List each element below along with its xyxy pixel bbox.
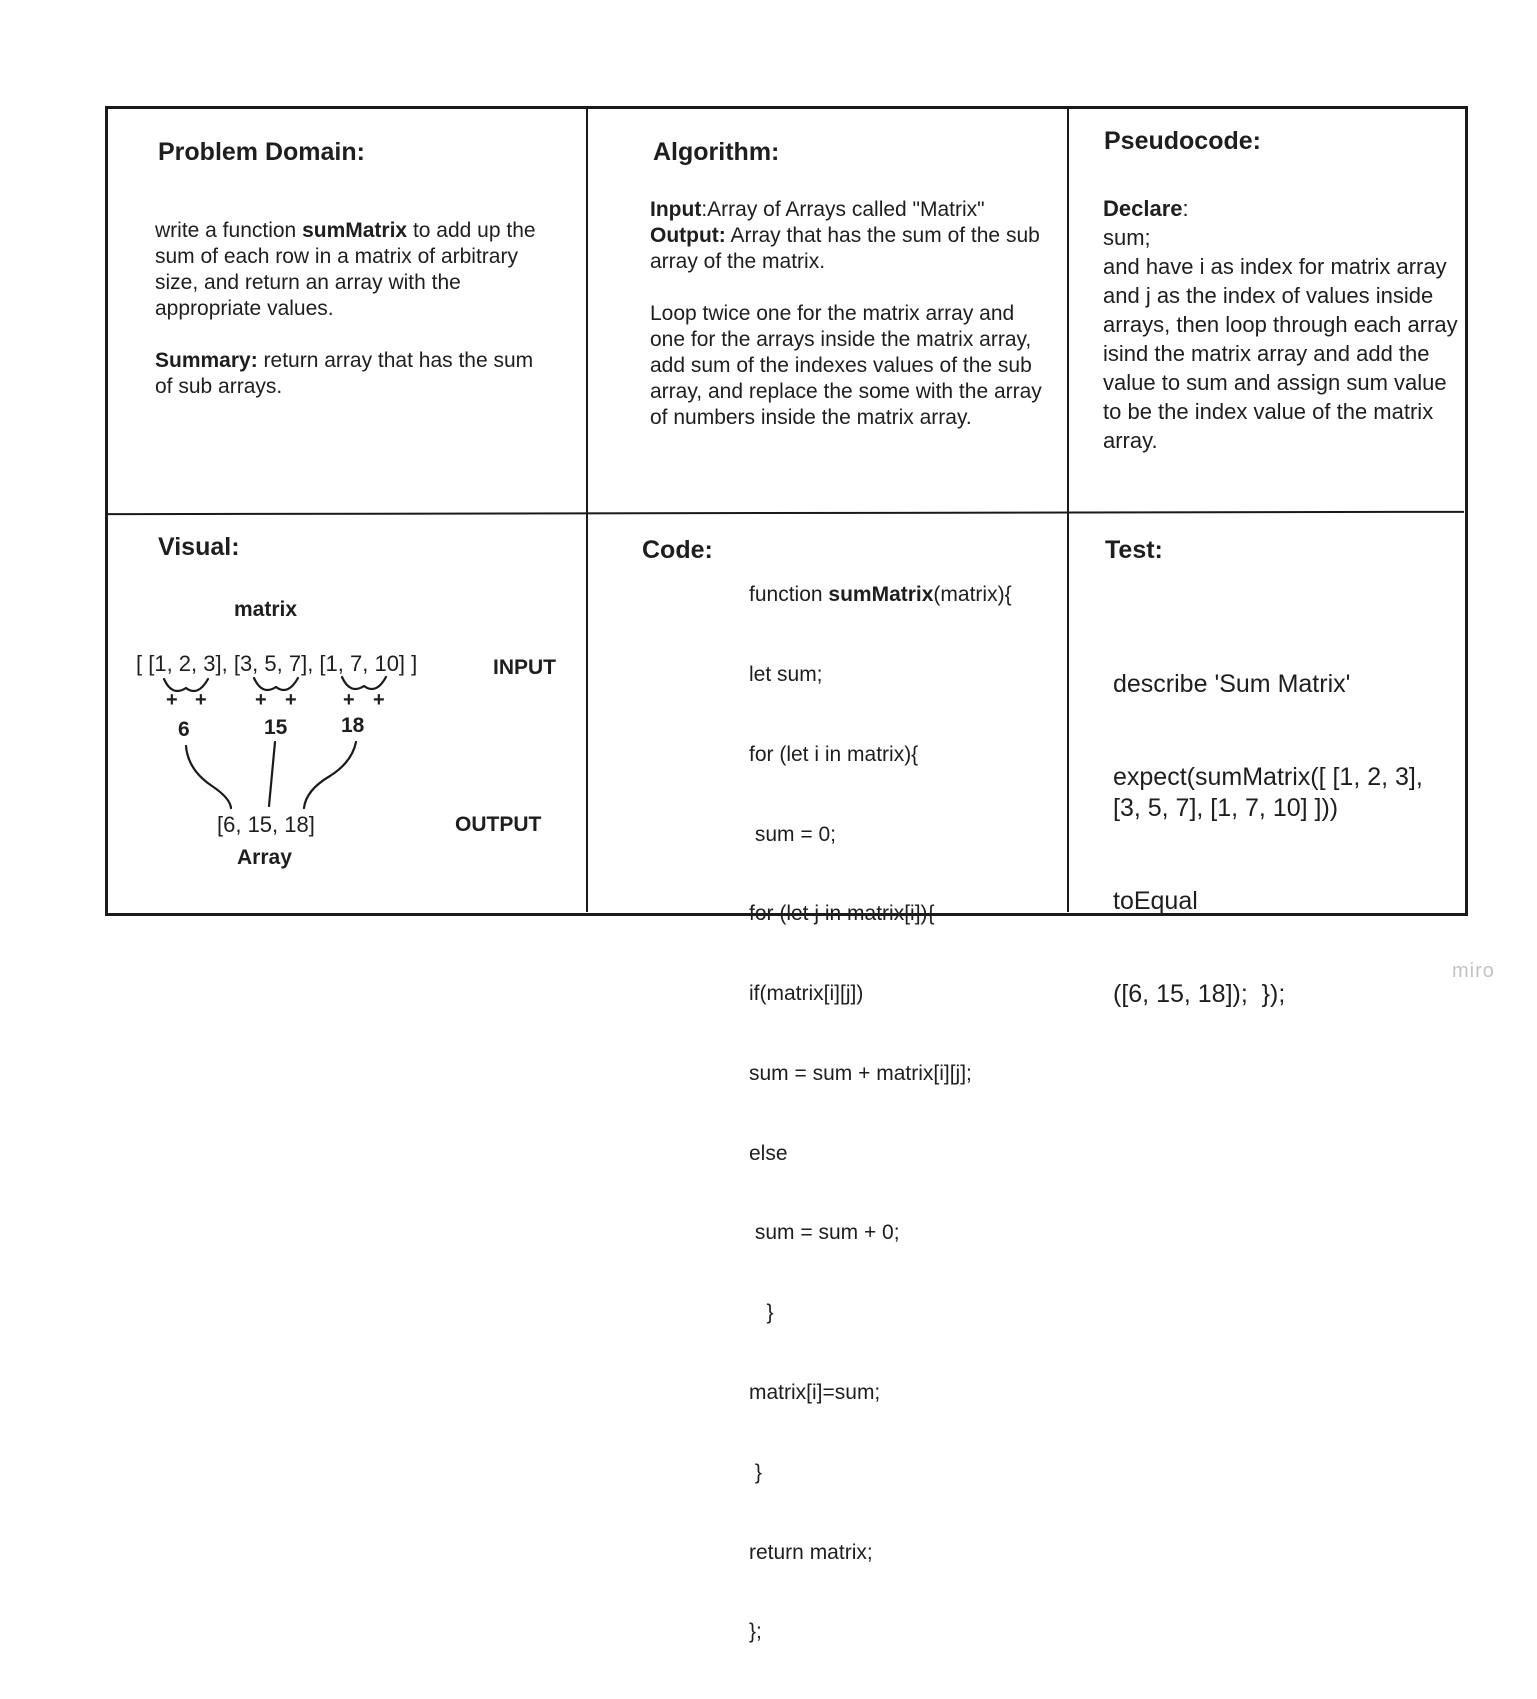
brace-arc (186, 679, 208, 691)
problem-domain-title: Problem Domain: (158, 138, 365, 166)
code-line: sum = sum + 0; (749, 1221, 900, 1245)
row-sum-2: 15 (264, 716, 288, 739)
connector-15 (269, 742, 275, 806)
problem-description: write a function sumMatrix to add up the sum of each row in a matrix of arbitrary size, and return an array with the appropriate values. (155, 219, 536, 320)
code-line: } (749, 1301, 774, 1325)
algorithm-output: Output: Array that has the sum of the sub array of the matrix. (650, 224, 1040, 273)
matrix-label: matrix (234, 598, 298, 621)
connector-6 (186, 746, 231, 808)
code-line: if(matrix[i][j]) (749, 982, 864, 1006)
plus-sign: + (166, 689, 178, 711)
problem-summary: Summary: return array that has the sum of sub arrays. (155, 349, 534, 398)
test-line: ([6, 15, 18]); }); (1113, 980, 1286, 1008)
pseudocode-body: and have i as index for matrix array and j as the index of values inside arrays, then loop through each array isind the matrix array and add the value to sum and assign sum value to be the index value of the matrix array. (1103, 254, 1458, 453)
brace-arc (164, 679, 186, 691)
algorithm-title: Algorithm: (653, 138, 780, 166)
miro-watermark: miro (1452, 960, 1495, 982)
code-line: sum = 0; (749, 822, 836, 846)
code-line: for (let j in matrix[i]){ (749, 902, 935, 926)
code-line: }; (749, 1620, 762, 1644)
plus-sign: + (343, 689, 355, 711)
code-line: for (let i in matrix){ (749, 742, 919, 766)
visual-title: Visual: (158, 533, 240, 561)
connector-18 (304, 742, 356, 808)
brace-arc (276, 678, 298, 690)
row-sum-3: 18 (341, 714, 365, 737)
algorithm-input: Input:Array of Arrays called "Matrix" (650, 198, 985, 221)
plus-sign: + (373, 689, 385, 711)
brace-arc (342, 677, 364, 689)
test-title: Test: (1105, 536, 1163, 564)
brace-arc (364, 677, 386, 689)
test-block (1113, 607, 1443, 1072)
test-line: expect(sumMatrix([ [1, 2, 3], [3, 5, 7], [1, 7, 10] ])) (1113, 763, 1430, 822)
code-line: return matrix; (749, 1540, 873, 1564)
pseudocode-declare: Declare: (1103, 196, 1189, 221)
row-sum-1: 6 (178, 718, 190, 741)
code-title: Code: (642, 536, 713, 564)
pseudocode-sum: sum; (1103, 225, 1151, 250)
array-label: Array (237, 846, 292, 869)
brace-arc (254, 678, 276, 690)
code-line: let sum; (749, 662, 823, 686)
code-line: function sumMatrix(matrix){ (749, 583, 1012, 607)
output-label: OUTPUT (455, 813, 542, 836)
code-line: } (749, 1460, 762, 1484)
test-line: describe 'Sum Matrix' (1113, 670, 1351, 698)
code-line: sum = sum + matrix[i][j]; (749, 1061, 972, 1085)
pseudocode-title: Pseudocode: (1104, 127, 1261, 155)
output-array: [6, 15, 18] (217, 812, 315, 837)
plus-sign: + (255, 689, 267, 711)
test-line: toEqual (1113, 887, 1198, 915)
input-label: INPUT (493, 656, 556, 679)
code-line: matrix[i]=sum; (749, 1381, 881, 1404)
code-line: else (749, 1141, 788, 1165)
algorithm-loop: Loop twice one for the matrix array and one for the arrays inside the matrix array, add sum of the indexes values of the sub array, and replace the some with the array of numbers inside the matrix array. (650, 302, 1042, 429)
plus-sign: + (285, 689, 297, 711)
input-array: [ [1, 2, 3], [3, 5, 7], [1, 7, 10] ] (136, 651, 418, 676)
code-block (749, 529, 1012, 1699)
plus-sign: + (195, 689, 207, 711)
